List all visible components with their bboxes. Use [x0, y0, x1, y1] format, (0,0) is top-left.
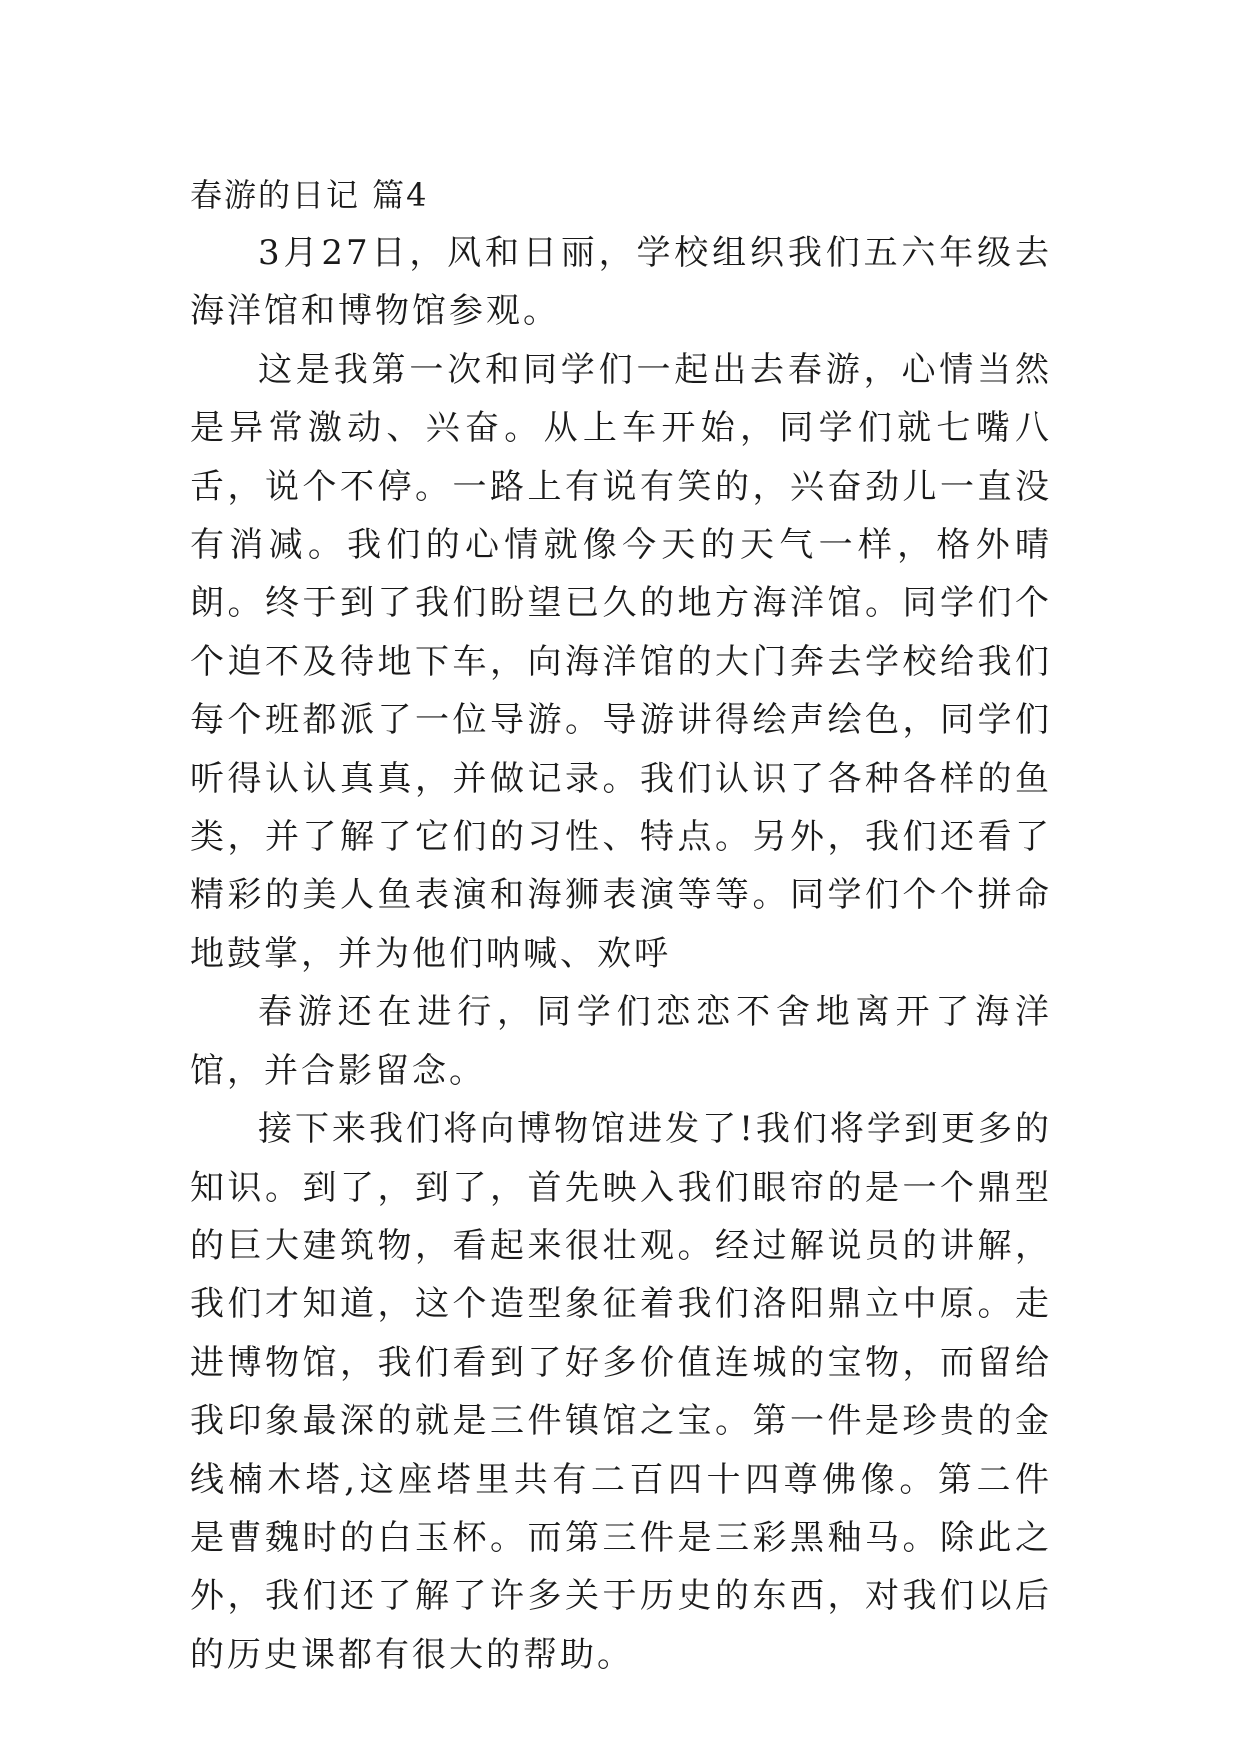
- paragraph-1: 3月27日，风和日丽，学校组织我们五六年级去海洋馆和博物馆参观。: [190, 233, 1052, 332]
- paragraph-2: 这是我第一次和同学们一起出去春游，心情当然是异常激动、兴奋。从上车开始，同学们就七嘴八舌，说个不停。一路上有说有笑的，兴奋劲儿一直没有消减。我们的心情就像今天的天气一样，格外晴朗。终于到了我们盼望已久的地方海洋馆。同学们个个迫不及待地下车，向海洋馆的大门奔去学校给我们每个班都派了一位导游。导游讲得绘声绘色，同学们听得认认真真，并做记录。我们认识了各种各样的鱼类，并了解了它们的习性、特点。另外，我们还看了精彩的美人鱼表演和海狮表演等等。同学们个个拼命地鼓掌，并为他们呐喊、欢呼: [190, 349, 1052, 974]
- document-body: [190, 166, 1052, 1684]
- document-title: 春游的日记 篇4: [190, 176, 429, 214]
- paragraph-3: 春游还在进行，同学们恋恋不舍地离开了海洋馆，并合影留念。: [190, 992, 1052, 1091]
- paragraph-4: 接下来我们将向博物馆进发了!我们将学到更多的知识。到了，到了，首先映入我们眼帘的是一个鼎型的巨大建筑物，看起来很壮观。经过解说员的讲解，我们才知道，这个造型象征着我们洛阳鼎立中原。走进博物馆，我们看到了好多价值连城的宝物，而留给我印象最深的就是三件镇馆之宝。第一件是珍贵的金线楠木塔,这座塔里共有二百四十四尊佛像。第二件是曹魏时的白玉杯。而第三件是三彩黑釉马。除此之外，我们还了解了许多关于历史的东西，对我们以后的历史课都有很大的帮助。: [190, 1109, 1052, 1675]
